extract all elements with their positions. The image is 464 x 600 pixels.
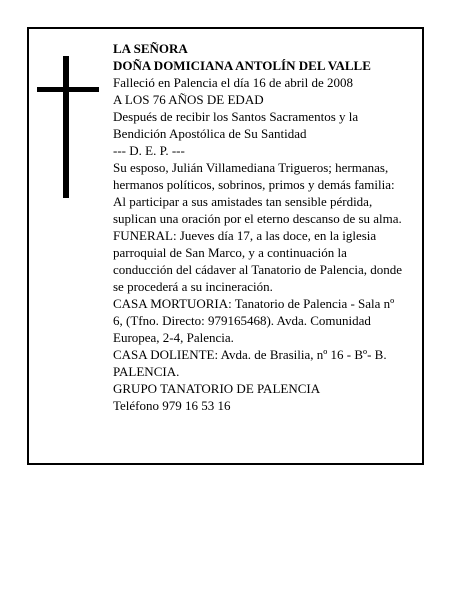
rip-line: --- D. E. P. ---	[113, 143, 185, 158]
phone-line: Teléfono 979 16 53 16	[113, 398, 231, 413]
mortuary-line: CASA MORTUORIA: Tanatorio de Palencia - Sala nº 6, (Tfno. Directo: 979165468). Avda. Comunidad Europea, 2-4, Palencia.	[113, 296, 395, 345]
sacraments-line: Después de recibir los Santos Sacramentos y la Bendición Apostólica de Su Santidad	[113, 109, 359, 141]
funeral-line: FUNERAL: Jueves día 17, a las doce, en la iglesia parroquial de San Marco, y a continuación la conducción del cádaver al Tanatorio de Palencia, donde se procederá a su incineración.	[113, 228, 403, 294]
company-line: GRUPO TANATORIO DE PALENCIA	[113, 381, 321, 396]
cross-horizontal-bar	[37, 87, 99, 92]
home-line: CASA DOLIENTE: Avda. de Brasilia, nº 16 - Bº- B. PALENCIA.	[113, 347, 387, 379]
family-line: Su esposo, Julián Villamediana Trigueros; hermanas, hermanos políticos, sobrinos, primos y demás familia:	[113, 160, 395, 192]
honorific-line: LA SEÑORA	[113, 41, 188, 56]
deceased-name: DOÑA DOMICIANA ANTOLÍN DEL VALLE	[113, 58, 371, 73]
age-line: A LOS 76 AÑOS DE EDAD	[113, 92, 264, 107]
cross-vertical-bar	[63, 56, 69, 198]
request-line: Al participar a sus amistades tan sensible pérdida, suplican una oración por el eterno descanso de su alma.	[113, 194, 402, 226]
cross-icon	[37, 56, 99, 198]
notice-text-block	[113, 40, 403, 414]
death-info: Falleció en Palencia el día 16 de abril de 2008	[113, 75, 354, 90]
